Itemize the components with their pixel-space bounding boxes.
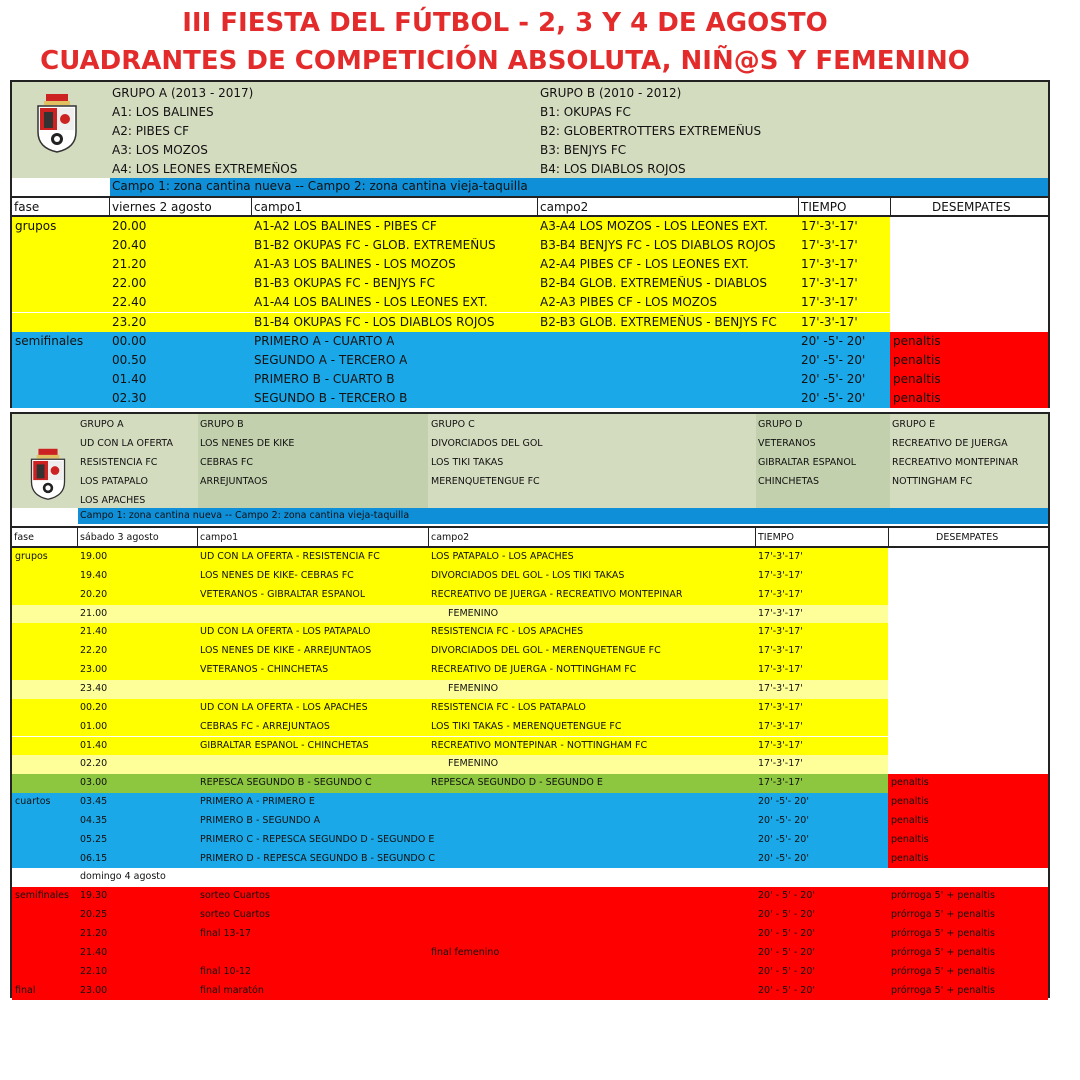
row-hora: 21.40	[80, 626, 108, 638]
row-tiempo: 17'-3'-17'	[758, 551, 803, 562]
row-tiempo: 17'-3'-17'	[801, 295, 858, 310]
row-hora: 20.00	[112, 219, 147, 233]
group-title: GRUPO E	[892, 419, 936, 430]
groupA-title: GRUPO A (2013 - 2017)	[112, 86, 254, 100]
table-row	[12, 332, 1048, 351]
row-hora: 03.00	[80, 777, 108, 789]
row-hora: domingo 4 agosto	[80, 871, 166, 883]
subtitle: CUADRANTES DE COMPETICIÓN ABSOLUTA, NIÑ@S Y FEMENINO	[40, 46, 970, 76]
group-team: RECREATIVO DE JUERGA	[892, 438, 1008, 449]
row-campo1: SEGUNDO A - TERCERO A	[254, 352, 408, 367]
row-tiempo: 17'-3'-17'	[758, 720, 803, 732]
table-row	[12, 236, 1048, 255]
row-desempate: penaltis	[893, 390, 941, 405]
row-tiempo: 20' -5'- 20'	[801, 333, 866, 348]
row-tiempo: 20' -5'- 20'	[758, 796, 809, 808]
row-hora: 20.40	[112, 238, 147, 253]
row-campo1: PRIMERO A - PRIMERO E	[200, 796, 315, 808]
row-campo1: LOS NENES DE KIKE - ARREJUNTAOS	[200, 645, 372, 657]
groupA-team: A1: LOS BALINES	[112, 105, 214, 119]
group-team: MERENQUETENGUE FC	[431, 476, 540, 487]
row-desempate: prórroga 5' + penaltis	[891, 946, 995, 958]
row-desempate: penaltis	[891, 852, 929, 864]
row-tiempo: 17'-3'-17'	[758, 626, 803, 638]
table-row	[12, 868, 1048, 887]
header-campo2: campo2	[540, 200, 589, 214]
row-hora: 01.00	[80, 720, 108, 732]
table-row	[12, 737, 1048, 756]
header-desempates: DESEMPATES	[932, 200, 1011, 214]
row-campo1: PRIMERO A - CUARTO A	[254, 333, 395, 348]
row-tiempo: 20' -5'- 20'	[758, 833, 809, 845]
row-hora: 02.20	[80, 758, 108, 770]
table-row	[12, 680, 1048, 699]
table-row	[12, 623, 1048, 642]
groups-header	[12, 82, 1048, 178]
row-campo1: PRIMERO C - REPESCA SEGUNDO D - SEGUNDO E	[200, 833, 435, 845]
row-desempate: penaltis	[893, 352, 941, 367]
groups-header-2	[12, 414, 1048, 508]
row-campo1: A1-A4 LOS BALINES - LOS LEONES EXT.	[254, 295, 488, 310]
table-row	[12, 389, 1048, 408]
row-hora: 19.40	[80, 569, 108, 581]
row-tiempo: 17'-3'-17'	[758, 701, 803, 713]
table-row	[12, 586, 1048, 605]
table-row	[12, 548, 1048, 567]
header-desempates: DESEMPATES	[936, 532, 999, 543]
row-tiempo: 20' - 5' - 20'	[758, 928, 815, 939]
table-row	[12, 982, 1048, 1001]
row-campo2: FEMENINO	[448, 682, 499, 694]
table-row	[12, 351, 1048, 370]
campos-bar-2	[78, 508, 1048, 524]
row-hora: 06.15	[80, 852, 108, 864]
groupA-team: A4: LOS LEONES EXTREMEÑOS	[112, 162, 298, 176]
group-team: LOS PATAPALO	[80, 476, 148, 487]
row-hora: 19.30	[80, 890, 108, 902]
row-campo2: A2-A3 PIBES CF - LOS MOZOS	[540, 295, 718, 310]
group-title: GRUPO C	[431, 419, 475, 430]
row-desempate: prórroga 5' + penaltis	[891, 984, 995, 996]
row-tiempo: 17'-3'-17'	[758, 664, 803, 676]
row-fase: grupos	[15, 551, 48, 562]
row-hora: 22.20	[80, 645, 108, 657]
group-team: VETERANOS	[758, 438, 816, 449]
groupB-title: GRUPO B (2010 - 2012)	[540, 86, 682, 100]
row-campo1: VETERANOS - GIBRALTAR ESPAÑOL	[200, 588, 366, 600]
table-row	[12, 718, 1048, 737]
group-team: RECREATIVO MONTEPINAR	[892, 457, 1019, 468]
row-tiempo: 17'-3'-17'	[758, 588, 803, 600]
group-team: CHINCHETAS	[758, 476, 820, 487]
row-hora: 03.45	[80, 796, 108, 808]
row-campo2: A3-A4 LOS MOZOS - LOS LEONES EXT.	[540, 219, 768, 233]
row-campo2: B2-B4 GLOB. EXTREMEÑUS - DIABLOS	[540, 276, 767, 291]
row-hora: 19.00	[80, 551, 108, 562]
row-desempate: penaltis	[891, 777, 929, 789]
row-fase: final	[15, 984, 36, 996]
table-row	[12, 755, 1048, 774]
schedule-block-saturday	[10, 412, 1050, 998]
row-fase: semifinales	[15, 333, 84, 348]
row-desempate: penaltis	[891, 833, 929, 845]
table-row	[12, 831, 1048, 850]
row-campo1: A1-A2 LOS BALINES - PIBES CF	[254, 219, 437, 233]
row-campo1: final 10-12	[200, 965, 252, 977]
table-header	[12, 196, 1048, 217]
row-campo1: GIBRALTAR ESPAÑOL - CHINCHETAS	[200, 739, 369, 751]
group-team: UD CON LA OFERTA	[80, 438, 173, 449]
table-row	[12, 642, 1048, 661]
row-campo2: B2-B3 GLOB. EXTREMEÑUS - BENJYS FC	[540, 314, 777, 329]
row-desempate: prórroga 5' + penaltis	[891, 965, 995, 977]
row-hora: 22.40	[112, 295, 147, 310]
row-tiempo: 20' -5'- 20'	[758, 814, 809, 826]
row-campo2: FEMENINO	[448, 758, 499, 770]
header-dia: viernes 2 agosto	[112, 200, 212, 214]
row-campo1: B1-B4 OKUPAS FC - LOS DIABLOS ROJOS	[254, 314, 495, 329]
row-campo1: PRIMERO B - SEGUNDO A	[200, 814, 321, 826]
row-campo1: final 13-17	[200, 928, 252, 939]
row-hora: 21.40	[80, 946, 108, 958]
row-hora: 20.25	[80, 909, 108, 921]
row-tiempo: 20' -5'- 20'	[801, 390, 866, 405]
groupB-team: B3: BENJYS FC	[540, 143, 627, 157]
row-desempate: penaltis	[893, 371, 941, 386]
row-hora: 01.40	[80, 739, 108, 751]
schedule-block-friday	[10, 80, 1050, 408]
row-hora: 23.40	[80, 682, 108, 694]
table-row	[12, 944, 1048, 963]
row-desempate: penaltis	[891, 796, 929, 808]
row-campo2: LOS PATAPALO - LOS APACHES	[431, 551, 574, 562]
row-campo2: final femenino	[431, 946, 500, 958]
row-campo1: VETERANOS - CHINCHETAS	[200, 664, 329, 676]
row-campo2: RESISTENCIA FC - LOS APACHES	[431, 626, 584, 638]
row-campo2: RECREATIVO DE JUERGA - RECREATIVO MONTEPINAR	[431, 588, 683, 600]
table-row	[12, 887, 1048, 906]
row-tiempo: 20' - 5' - 20'	[758, 965, 815, 977]
group-team: LOS NENES DE KIKE	[200, 438, 295, 449]
row-campo1: UD CON LA OFERTA - RESISTENCIA FC	[200, 551, 380, 562]
row-tiempo: 17'-3'-17'	[801, 219, 858, 233]
table-header-2	[12, 526, 1048, 548]
groupA-team: A3: LOS MOZOS	[112, 143, 208, 157]
row-hora: 00.20	[80, 701, 108, 713]
row-tiempo: 20' - 5' - 20'	[758, 984, 815, 996]
row-tiempo: 20' -5'- 20'	[758, 852, 809, 864]
groupB-team: B1: OKUPAS FC	[540, 105, 631, 119]
row-campo1: sorteo Cuartos	[200, 909, 270, 921]
header-fase: fase	[14, 532, 34, 543]
groupB-team: B2: GLOBERTROTTERS EXTREMEÑUS	[540, 124, 762, 138]
row-fase: semifinales	[15, 890, 69, 902]
group-team: ARREJUNTAOS	[200, 476, 268, 487]
row-hora: 22.00	[112, 276, 147, 291]
table-row	[12, 699, 1048, 718]
row-campo2: A2-A4 PIBES CF - LOS LEONES EXT.	[540, 257, 749, 272]
table-row	[12, 906, 1048, 925]
row-campo1: REPESCA SEGUNDO B - SEGUNDO C	[200, 777, 372, 789]
row-tiempo: 20' - 5' - 20'	[758, 946, 815, 958]
row-campo2: REPESCA SEGUNDO D - SEGUNDO E	[431, 777, 603, 789]
group-team: RESISTENCIA FC	[80, 457, 158, 468]
row-tiempo: 20' - 5' - 20'	[758, 909, 815, 921]
group-team: CEBRAS FC	[200, 457, 254, 468]
row-hora: 21.20	[112, 257, 147, 272]
row-campo2: B3-B4 BENJYS FC - LOS DIABLOS ROJOS	[540, 238, 776, 253]
row-campo1: A1-A3 LOS BALINES - LOS MOZOS	[254, 257, 456, 272]
row-desempate: prórroga 5' + penaltis	[891, 890, 995, 902]
table-row	[12, 925, 1048, 944]
row-campo2: DIVORCIADOS DEL GOL - LOS TIKI TAKAS	[431, 569, 625, 581]
table-row	[12, 812, 1048, 831]
campos-bar	[110, 178, 1048, 196]
table-row	[12, 370, 1048, 389]
row-campo1: UD CON LA OFERTA - LOS APACHES	[200, 701, 368, 713]
row-tiempo: 17'-3'-17'	[801, 314, 858, 329]
row-campo2: LOS TIKI TAKAS - MERENQUETENGUE FC	[431, 720, 622, 732]
group-title: GRUPO D	[758, 419, 803, 430]
row-hora: 23.20	[112, 314, 147, 329]
row-campo1: PRIMERO D - REPESCA SEGUNDO B - SEGUNDO C	[200, 852, 435, 864]
row-desempate: penaltis	[893, 333, 941, 348]
row-desempate: prórroga 5' + penaltis	[891, 909, 995, 921]
row-tiempo: 17'-3'-17'	[758, 682, 803, 694]
row-tiempo: 20' -5'- 20'	[801, 352, 866, 367]
club-crest-icon	[34, 92, 80, 154]
row-campo1: final maratón	[200, 984, 264, 996]
row-campo2: RESISTENCIA FC - LOS PATAPALO	[431, 701, 586, 713]
row-tiempo: 17'-3'-17'	[758, 645, 803, 657]
row-hora: 05.25	[80, 833, 108, 845]
row-campo2: FEMENINO	[448, 607, 499, 619]
campos-info: Campo 1: zona cantina nueva -- Campo 2: zona cantina vieja-taquilla	[112, 179, 528, 193]
row-campo1: SEGUNDO B - TERCERO B	[254, 390, 408, 405]
table-row	[12, 850, 1048, 869]
groupA-team: A2: PIBES CF	[112, 124, 190, 138]
header-tiempo: TIEMPO	[801, 200, 847, 214]
table-row	[12, 567, 1048, 586]
group-title: GRUPO B	[200, 419, 244, 430]
row-hora: 21.00	[80, 607, 108, 619]
row-tiempo: 17'-3'-17'	[758, 758, 803, 770]
group-title: GRUPO A	[80, 419, 124, 430]
row-tiempo: 17'-3'-17'	[758, 739, 803, 751]
row-campo1: CEBRAS FC - ARREJUNTAOS	[200, 720, 330, 732]
club-crest-icon	[28, 446, 68, 502]
group-team: GIBRALTAR ESPAÑOL	[758, 457, 857, 468]
campos-info-2: Campo 1: zona cantina nueva -- Campo 2: zona cantina vieja-taquilla	[80, 510, 410, 521]
group-team: NOTTINGHAM FC	[892, 476, 973, 487]
group-team: LOS TIKI TAKAS	[431, 457, 504, 468]
row-tiempo: 17'-3'-17'	[801, 257, 858, 272]
row-desempate: penaltis	[891, 814, 929, 826]
table-row	[12, 774, 1048, 793]
table-row	[12, 963, 1048, 982]
row-hora: 23.00	[80, 984, 108, 996]
table-row	[12, 605, 1048, 624]
row-campo1: LOS NENES DE KIKE- CEBRAS FC	[200, 569, 354, 581]
row-tiempo: 20' - 5' - 20'	[758, 890, 815, 902]
table-row	[12, 313, 1048, 332]
row-hora: 21.20	[80, 928, 108, 939]
row-campo1: PRIMERO B - CUARTO B	[254, 371, 395, 386]
table-row	[12, 217, 1048, 236]
row-hora: 02.30	[112, 390, 147, 405]
group-team: LOS APACHES	[80, 495, 146, 506]
row-tiempo: 17'-3'-17'	[758, 569, 803, 581]
row-tiempo: 17'-3'-17'	[801, 238, 858, 253]
row-campo2: RECREATIVO MONTEPINAR - NOTTINGHAM FC	[431, 739, 648, 751]
group-team: DIVORCIADOS DEL GOL	[431, 438, 543, 449]
header-campo2: campo2	[431, 532, 470, 543]
table-row	[12, 293, 1048, 312]
header-dia: sábado 3 agosto	[80, 532, 159, 543]
row-hora: 00.50	[112, 352, 147, 367]
row-fase: cuartos	[15, 796, 51, 808]
header-tiempo: TIEMPO	[758, 532, 795, 543]
main-title: III FIESTA DEL FÚTBOL - 2, 3 Y 4 DE AGOSTO	[182, 8, 828, 38]
header-fase: fase	[14, 200, 40, 214]
row-hora: 00.00	[112, 333, 147, 348]
row-tiempo: 17'-3'-17'	[801, 276, 858, 291]
table-row	[12, 793, 1048, 812]
table-row	[12, 274, 1048, 293]
row-campo1: UD CON LA OFERTA - LOS PATAPALO	[200, 626, 371, 638]
header-campo1: campo1	[200, 532, 239, 543]
groupB-team: B4: LOS DIABLOS ROJOS	[540, 162, 686, 176]
row-campo2: RECREATIVO DE JUERGA - NOTTINGHAM FC	[431, 664, 637, 676]
row-tiempo: 20' -5'- 20'	[801, 371, 866, 386]
row-hora: 20.20	[80, 588, 108, 600]
row-fase: grupos	[15, 219, 57, 233]
table-row	[12, 661, 1048, 680]
row-hora: 01.40	[112, 371, 147, 386]
row-hora: 23.00	[80, 664, 108, 676]
row-campo1: sorteo Cuartos	[200, 890, 270, 902]
row-campo2: DIVORCIADOS DEL GOL - MERENQUETENGUE FC	[431, 645, 661, 657]
row-campo1: B1-B2 OKUPAS FC - GLOB. EXTREMEÑUS	[254, 238, 496, 253]
row-hora: 04.35	[80, 814, 108, 826]
row-desempate: prórroga 5' + penaltis	[891, 928, 995, 939]
row-hora: 22.10	[80, 965, 108, 977]
table-row	[12, 255, 1048, 274]
row-campo1: B1-B3 OKUPAS FC - BENJYS FC	[254, 276, 435, 291]
header-campo1: campo1	[254, 200, 303, 214]
row-tiempo: 17'-3'-17'	[758, 607, 803, 619]
row-tiempo: 17'-3'-17'	[758, 777, 803, 789]
